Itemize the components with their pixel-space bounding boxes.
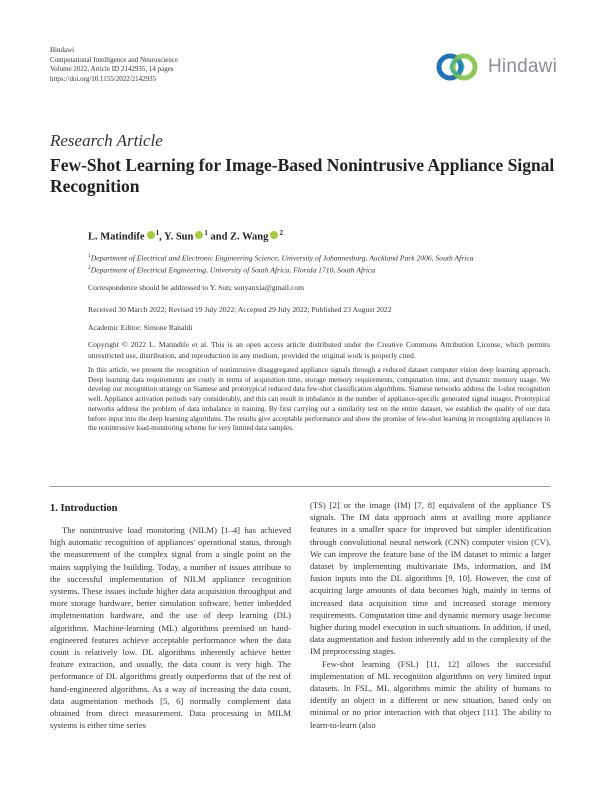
body-paragraph: (TS) [2] or the image (IM) [7, 8] equivalent of the appliance TS signals. The IM data approach aims at availing more appliance features in a smaller space for improved but simpler identification through convolutional neural network (CNN) computer vision (CV). We can improve the feature base of the IM dataset to mimic a larger dataset by implementing multivariate IMs, information, and IM fusion inputs into the DL algorithms [9, 10]. However, the cost of acquiring large amounts of data becomes high, mainly in terms of increased data acquisition time and increased storage memory requirements. Computation time and dynamic memory usage become higher during model execution in such situations. In addition, if used, data augmentation and fusion inherently add to the complexity of the IM preprocessing stages. <box>310 500 551 657</box>
affil-text: Department of Electrical Engineering, University of South Africa, Florida 1710, South Africa <box>90 265 376 275</box>
affiliation-2 <box>88 265 375 275</box>
orcid-icon[interactable] <box>147 231 155 239</box>
abstract: In this article, we present the recognition of nonintrusive disaggregated appliance signals through a reduced dataset computer vision deep learning approach. Deep learning data requirements are costly in terms of acquisition time, storage memory requirements, computation time, and dynamic memory usage. We develop our recognition strategy on Siamese and prototypical reduced data few-shot classification algorithms. Siamese networks address the 1-shot recognition well. Appliance activation periods vary considerably, and this can result in imbalance in the number of appliance-specific generated signal images. Prototypical networks address the problem of data imbalance in training. By first carrying out a similarity test on the entire dataset, we establish the quality of our data before input into the deep learning algorithms. The results give acceptable performance and show the promise of few-shot learning in recognizing appliances in the nonintrusive load-monitoring scheme for very limited data samples. <box>88 366 550 433</box>
hindawi-logo-icon <box>436 50 482 84</box>
doi-link[interactable]: https://doi.org/10.1155/2022/2142935 <box>50 74 157 83</box>
volume-info: Volume 2022, Article ID 2142935, 14 pages <box>50 65 174 74</box>
affiliation-1 <box>88 253 474 263</box>
academic-editor: Academic Editor: Simone Ranaldi <box>88 323 193 332</box>
author-affil-sup: 2 <box>279 229 283 237</box>
hindawi-logo <box>436 50 557 84</box>
author-name: Z. Wang <box>230 231 269 243</box>
correspondence: Correspondence should be addressed to Y. Sun; sunyanxia@gmail.com <box>88 283 304 292</box>
journal-header <box>50 46 178 84</box>
orcid-icon[interactable] <box>270 231 278 239</box>
article-type: Research Article <box>50 131 163 150</box>
author-separator: and <box>207 231 231 243</box>
affil-text: Department of Electrical and Electronic Engineering Science, University of Johannesburg, Auckland Park 2006, South Africa <box>90 253 474 263</box>
orcid-icon[interactable] <box>195 231 203 239</box>
right-column <box>310 499 551 731</box>
publisher-name: Hindawi <box>50 46 75 54</box>
left-column <box>50 524 291 731</box>
author-separator: , <box>159 231 164 243</box>
body-paragraph: The nonintrusive load monitoring (NILM) [1–4] has achieved high automatic recognition of appliances' operational status, through the measurement of the complex signal from a single point on the mains supplying the building. Today, a number of issues attribute to the successful implementation of NILM appliance recognition systems. These issues include higher data acquisition throughput and more storage hardware, better simulation software, better imbedded implementation hardware, and the use of deep learning (DL) algorithms. Machine-learning (ML) algorithms premised on hand-engineered features achieve acceptable performance when the data count is relatively low. DL algorithms inherently achieve better feature extraction, and usually, the data count is very high. The performance of DL algorithms greatly outperforms that of the rest of hand-engineered algorithms. As a way of increasing the data count, data augmentation methods [5, 6] normally complement data obtained from direct measurement. Data processing in MILM systems is either time series <box>50 525 291 731</box>
section-heading: 1. Introduction <box>50 503 118 514</box>
author-name: L. Matindife <box>88 231 145 243</box>
article-title: Few-Shot Learning for Image-Based Nonintrusive Appliance Signal Recognition <box>50 155 555 196</box>
logo-text: Hindawi <box>488 56 557 77</box>
affil-number: 1 <box>88 253 91 259</box>
author-affil-sup: 1 <box>204 229 208 237</box>
journal-name: Computational Intelligence and Neuroscience <box>50 55 179 64</box>
author-name: Y. Sun <box>163 231 194 243</box>
author-list <box>88 229 283 243</box>
copyright-notice: Copyright © 2022 L. Matindife et al. This is an open access article distributed under the Creative Commons Attribution License, which permits unrestricted use, distribution, and reproduction in any medium, provided the original work is properly cited. <box>88 340 550 360</box>
section-divider <box>50 486 550 487</box>
body-paragraph: Few-shot learning (FSL) [11, 12] allows the successful implementation of ML recognition algorithms on very limited input datasets. In FSL, ML algorithms mimic the ability of humans to identify an object in a different or new situation, based only on minimal or no prior interaction with that object [11]. The ability to learn-to-learn (also <box>310 658 551 730</box>
author-affil-sup: 1 <box>155 229 160 237</box>
article-dates: Received 30 March 2022; Revised 19 July 2022; Accepted 29 July 2022; Published 23 August 2022 <box>88 305 392 314</box>
affil-number: 2 <box>88 265 91 271</box>
